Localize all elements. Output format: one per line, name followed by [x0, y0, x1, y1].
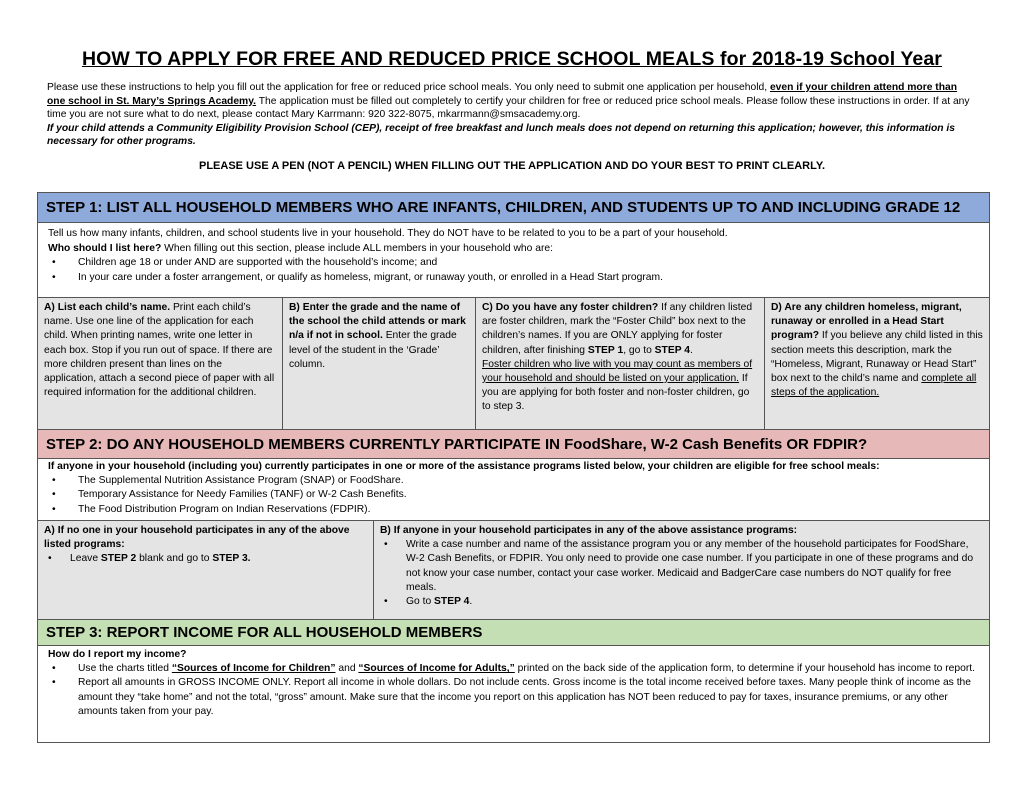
step3-question: How do I report my income?	[48, 649, 187, 660]
step2-body	[48, 460, 981, 517]
col-c-underlined: Foster children who live with you may count as members of your household and should be listed on your application.	[482, 358, 753, 385]
col-b-text: Enter the grade level of the student in the ‘Grade’ column.	[289, 330, 457, 370]
intro-cep-note: If your child attends a Community Eligibility Provision School (CEP), receipt of free breakfast and lunch meals does not depend on returning this application; however, this information is necessary for other programs.	[47, 122, 955, 148]
chart-ref-adults: “Sources of Income for Adults,”	[358, 663, 515, 675]
list-item	[380, 595, 983, 609]
step2-ref: STEP 2	[100, 553, 137, 565]
step1-who-text: When filling out this section, please include ALL members in your household who are:	[161, 243, 553, 255]
step2-col-a-heading: A) If no one in your household participates in any of the above listed programs:	[44, 525, 350, 551]
col-c-text: , go to	[623, 344, 655, 356]
step1-columns	[38, 297, 989, 429]
list-item: • Children age 18 or under AND are supported with the household’s income; and	[48, 256, 981, 270]
list-item	[44, 552, 367, 566]
col-c-text: If you are applying for both foster and non-foster children, go to step 3.	[482, 373, 750, 413]
step1-who-question: Who should I list here?	[48, 243, 162, 255]
text: .	[469, 596, 473, 608]
steps-frame	[37, 192, 990, 743]
col-d-text: If you believe any child listed in this section meets this description, mark the “Homeless, Migrant, Runaway or Head Start” box next to the child’s name and	[771, 330, 983, 385]
step2-col-b-list	[380, 538, 983, 609]
col-c-step1-ref: STEP 1	[587, 344, 624, 356]
list-item: • Temporary Assistance for Needy Families (TANF) or W-2 Cash Benefits.	[48, 488, 981, 502]
step2-intro: If anyone in your household (including you) currently participates in one or more of the assistance programs listed below, your children are eligible for free school meals:	[48, 461, 880, 472]
step1-col-a	[38, 298, 283, 429]
text: Go to	[406, 596, 435, 608]
col-c-step4-ref: STEP 4	[654, 344, 690, 356]
step3-ref: STEP 3.	[212, 553, 251, 565]
col-c-text: If any children listed are foster children, mark the “Foster Child” box next to the children’s names. If you are ONLY applying for foster children, after finishing	[482, 302, 753, 356]
step1-bullet-list	[48, 256, 981, 284]
list-item: • In your care under a foster arrangement, or qualify as homeless, migrant, or runaway youth, or enrolled in a Head Start program.	[48, 271, 981, 285]
col-a-heading: A) List each child’s name.	[44, 302, 171, 313]
list-item: • The Supplemental Nutrition Assistance Program (SNAP) or FoodShare.	[48, 474, 981, 488]
page-title: HOW TO APPLY FOR FREE AND REDUCED PRICE SCHOOL MEALS for 2018-19 School Year	[81, 48, 942, 70]
step2-columns	[38, 520, 989, 620]
col-d-heading: D) Are any children homeless, migrant, runaway or enrolled in a Head Start program?	[771, 302, 962, 342]
step2-col-a	[38, 521, 374, 620]
list-item: • The Food Distribution Program on Indian Reservations (FDPIR).	[48, 503, 981, 517]
step3-bullet-list	[48, 662, 981, 719]
list-item: • Report all amounts in GROSS INCOME ONLY. Report all income in whole dollars. Do not include cents. Gross income is the total income received before taxes. Many people think of income as the amount they “take home” and not the total, “gross” amount. Make sure that the income you report on this application has NOT been reduced to pay for taxes, insurance premiums, or any other amounts taken from your pay.	[48, 676, 981, 719]
text: blank and go to	[136, 553, 213, 565]
step1-header: STEP 1: LIST ALL HOUSEHOLD MEMBERS WHO ARE INFANTS, CHILDREN, AND STUDENTS UP TO AND INCLUDING GRADE 12	[38, 193, 989, 223]
step1-who-line	[48, 242, 981, 256]
chart-ref-children: “Sources of Income for Children”	[171, 663, 336, 675]
col-b-heading: B) Enter the grade and the name of the school the child attends or mark n/a if not in school.	[289, 302, 466, 342]
col-d-underlined: complete all steps of the application.	[771, 373, 977, 399]
intro-paragraph	[47, 81, 977, 149]
text: printed on the back side of the application form, to determine if your household has income to report.	[514, 663, 975, 675]
step2-col-b-heading: B) If anyone in your household participates in any of the above assistance programs:	[380, 525, 798, 536]
step2-col-b	[374, 521, 989, 620]
step1-col-c	[476, 298, 765, 429]
step1-col-b	[283, 298, 476, 429]
text: Leave	[70, 553, 101, 565]
step2-col-a-list	[44, 552, 367, 566]
text: and	[335, 663, 359, 675]
step4-ref: STEP 4	[434, 596, 470, 608]
intro-underlined-text: even if your children attend more than one school in St. Mary’s Springs Academy.	[47, 82, 958, 107]
step1-line1: Tell us how many infants, children, and school students live in your household. They do NOT have to be related to you to be a part of your household.	[48, 228, 728, 239]
intro-text-continued: The application must be filled out completely to certify your children for free or reduced price school meals. Please follow these instructions in order. If at any time you are not sure what to do next, please contact Mary Karrmann: 920 322-8075, mkarrmann@smsacademy.org.	[47, 95, 970, 121]
list-item	[48, 662, 981, 676]
pen-notice: PLEASE USE A PEN (NOT A PENCIL) WHEN FILLING OUT THE APPLICATION AND DO YOUR BEST TO PRINT CLEARLY.	[198, 160, 825, 172]
col-c-heading: C) Do you have any foster children?	[482, 302, 659, 313]
intro-text: Please use these instructions to help you fill out the application for free or reduced price school meals. You only need to submit one application per household,	[47, 82, 770, 93]
list-item: • Write a case number and name of the assistance program you or any member of the household participates for FoodShare, W-2 Cash Benefits, or FDPIR. You only need to provide one case number. If you participate in one of these programs and do not know your case number, contact your case worker. Medicaid and BadgerCare case numbers do NOT qualify for free meals.	[380, 538, 983, 595]
step3-header: STEP 3: REPORT INCOME FOR ALL HOUSEHOLD MEMBERS	[38, 619, 989, 646]
step2-program-list	[48, 474, 981, 517]
step2-header: STEP 2: DO ANY HOUSEHOLD MEMBERS CURRENTLY PARTICIPATE IN FoodShare, W-2 Cash Benefits OR FDPIR?	[38, 429, 989, 459]
step1-col-d	[765, 298, 989, 429]
step3-body	[48, 648, 981, 719]
step1-body	[48, 227, 981, 285]
col-a-text: Print each child’s name. Use one line of the application for each child. When printing names, write one letter in each box. Stop if you run out of space. If there are more children present than lines on the application, attach a second piece of paper with all required information for the additional children.	[44, 302, 275, 399]
text: Use the charts titled	[78, 663, 172, 675]
col-c-text: .	[689, 344, 693, 356]
